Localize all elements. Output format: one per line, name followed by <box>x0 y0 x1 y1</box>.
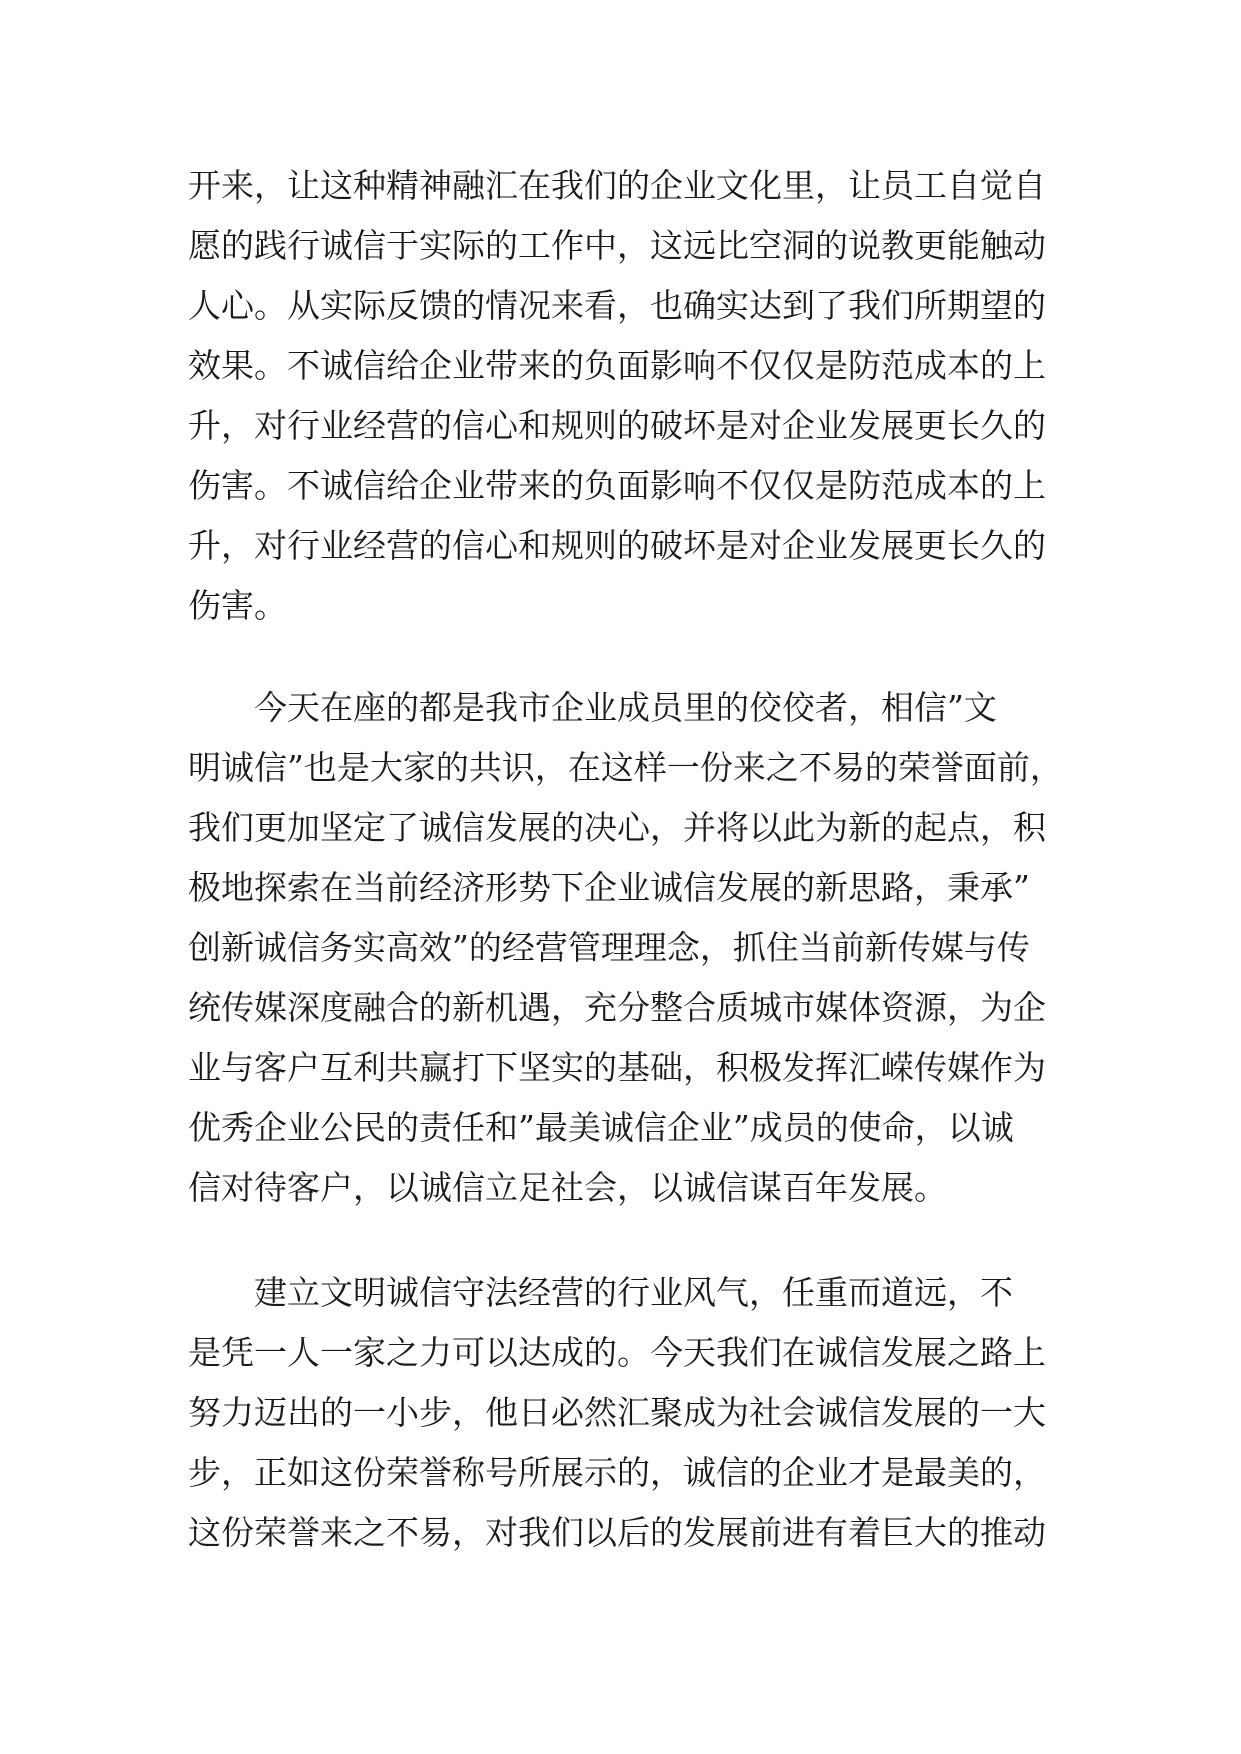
paragraph-line: 信对待客户，以诚信立足社会，以诚信谋百年发展。 <box>188 1168 947 1207</box>
paragraph-line: 升，对行业经营的信心和规则的破坏是对企业发展更长久的 <box>188 526 1046 565</box>
paragraph-line: 明诚信”也是大家的共识，在这样一份来之不易的荣誉面前， <box>188 748 1063 787</box>
paragraph-line: 统传媒深度融合的新机遇，充分整合质城市媒体资源，为企 <box>188 988 1046 1027</box>
paragraph <box>188 1263 1058 1563</box>
paragraph-line: 建立文明诚信守法经营的行业风气，任重而道远，不 <box>254 1273 1013 1312</box>
paragraph-line: 努力迈出的一小步，他日必然汇聚成为社会诚信发展的一大 <box>188 1393 1046 1432</box>
paragraph-line: 这份荣誉来之不易，对我们以后的发展前进有着巨大的推动 <box>188 1513 1046 1552</box>
paragraph-line: 伤害。 <box>188 586 287 625</box>
paragraph-line: 极地探索在当前经济形势下企业诚信发展的新思路，秉承” <box>188 868 1030 907</box>
paragraph-line: 优秀企业公民的责任和”最美诚信企业”成员的使命，以诚 <box>188 1108 1014 1147</box>
paragraph-line: 我们更加坚定了诚信发展的决心，并将以此为新的起点，积 <box>188 808 1046 847</box>
paragraph <box>188 156 1058 636</box>
paragraph-line: 创新诚信务实高效”的经营管理理念，抓住当前新传媒与传 <box>188 928 1030 967</box>
paragraph-line: 人心。从实际反馈的情况来看，也确实达到了我们所期望的 <box>188 286 1046 325</box>
paragraph-line: 效果。不诚信给企业带来的负面影响不仅仅是防范成本的上 <box>188 346 1046 385</box>
paragraph-line: 愿的践行诚信于实际的工作中，这远比空洞的说教更能触动 <box>188 226 1046 265</box>
paragraph-line: 业与客户互利共赢打下坚实的基础，积极发挥汇嵘传媒作为 <box>188 1048 1046 1087</box>
paragraph-line: 是凭一人一家之力可以达成的。今天我们在诚信发展之路上 <box>188 1333 1046 1372</box>
paragraph-line: 升，对行业经营的信心和规则的破坏是对企业发展更长久的 <box>188 406 1046 445</box>
paragraph-line: 今天在座的都是我市企业成员里的佼佼者，相信”文 <box>254 688 997 727</box>
paragraph <box>188 678 1063 1218</box>
paragraph-line: 开来，让这种精神融汇在我们的企业文化里，让员工自觉自 <box>188 166 1046 205</box>
paragraph-line: 步，正如这份荣誉称号所展示的，诚信的企业才是最美的， <box>188 1453 1046 1492</box>
paragraph-line: 伤害。不诚信给企业带来的负面影响不仅仅是防范成本的上 <box>188 466 1046 505</box>
